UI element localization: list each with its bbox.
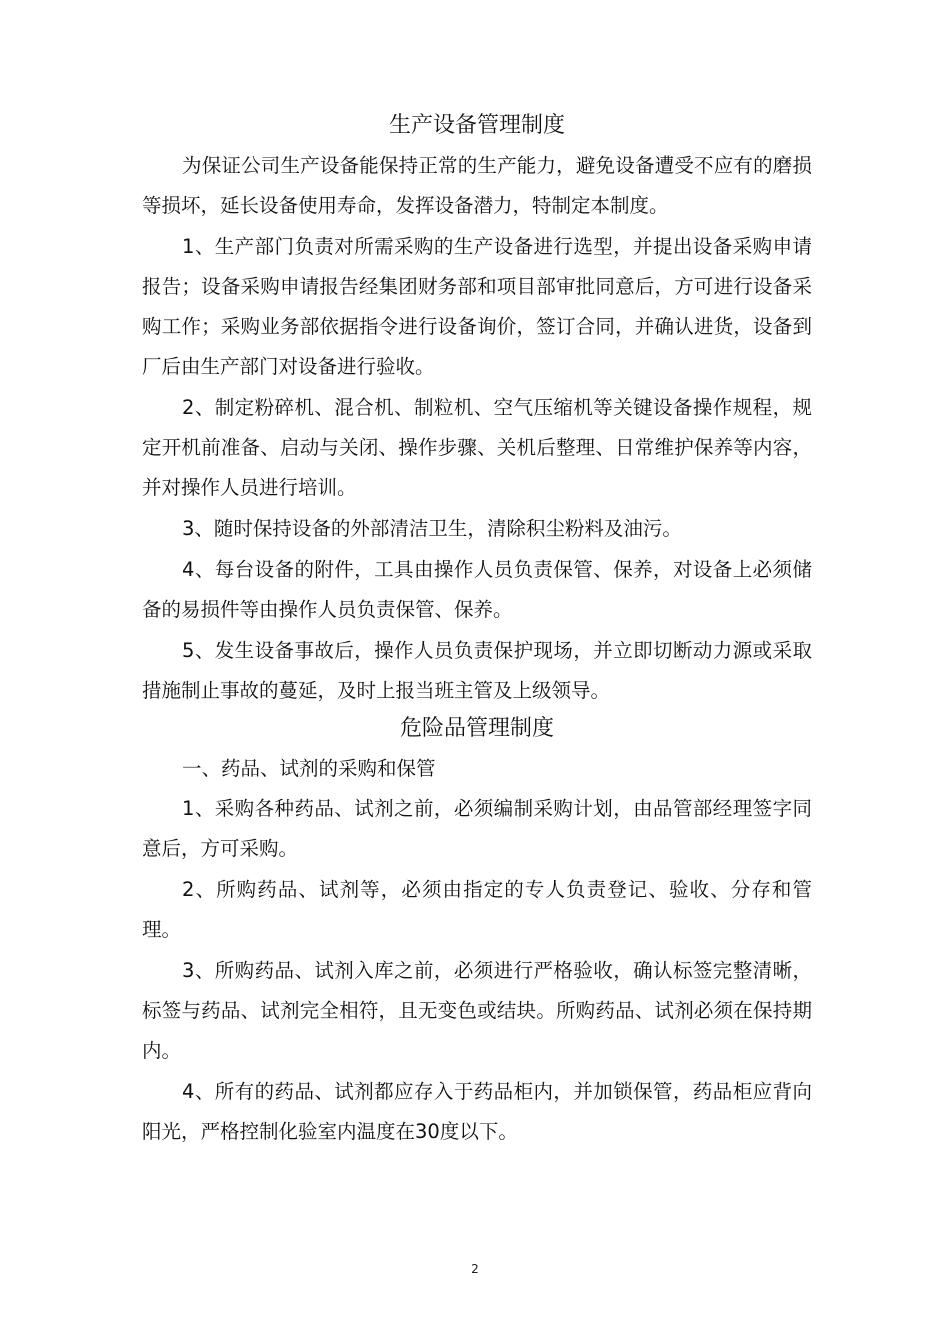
paragraph-intro: 为保证公司生产设备能保持正常的生产能力，避免设备遭受不应有的磨损等损坏，延长设备使用寿命，发挥设备潜力，特制定本制度。: [142, 154, 812, 217]
paragraph-hazardous-1: 1、采购各种药品、试剂之前，必须编制采购计划，由品管部经理签字同意后，方可采购。: [142, 797, 812, 860]
paragraph-hazardous-heading: 一、药品、试剂的采购和保管: [182, 757, 436, 780]
paragraph-equipment-2: 2、制定粉碎机、混合机、制粒机、空气压缩机等关键设备操作规程，规定开机前准备、启动与关闭、操作步骤、关机后整理、日常维护保养等内容，并对操作人员进行培训。: [142, 396, 812, 499]
section-title-equipment: 生产设备管理制度: [388, 113, 565, 138]
paragraph-equipment-5: 5、发生设备事故后，操作人员负责保护现场，并立即切断动力源或采取措施制止事故的蔓延，及时上报当班主管及上级领导。: [142, 639, 812, 702]
paragraph-hazardous-3: 3、所购药品、试剂入库之前，必须进行严格验收，确认标签完整清晰，标签与药品、试剂完全相符，且无变色或结块。所购药品、试剂必须在保持期内。: [142, 959, 812, 1062]
document-content: [142, 108, 812, 1153]
paragraph-equipment-4: 4、每台设备的附件，工具由操作人员负责保管、保养，对设备上必须储备的易损件等由操作人员负责保管、保养。: [142, 558, 812, 621]
paragraph-equipment-3: 3、随时保持设备的外部清洁卫生，清除积尘粉料及油污。: [182, 517, 682, 540]
page-number: 2: [471, 1262, 479, 1276]
paragraph-equipment-1: 1、生产部门负责对所需采购的生产设备进行选型，并提出设备采购申请报告；设备采购申请报告经集团财务部和项目部审批同意后，方可进行设备采购工作；采购业务部依据指令进行设备询价，签订合同，并确认进货，设备到厂后由生产部门对设备进行验收。: [142, 235, 812, 378]
paragraph-hazardous-2: 2、所购药品、试剂等，必须由指定的专人负责登记、验收、分存和管理。: [142, 878, 812, 941]
section-title-hazardous: 危险品管理制度: [399, 716, 554, 741]
paragraph-hazardous-4: 4、所有的药品、试剂都应存入于药品柜内，并加锁保管，药品柜应背向阳光，严格控制化验室内温度在30度以下。: [142, 1080, 812, 1143]
